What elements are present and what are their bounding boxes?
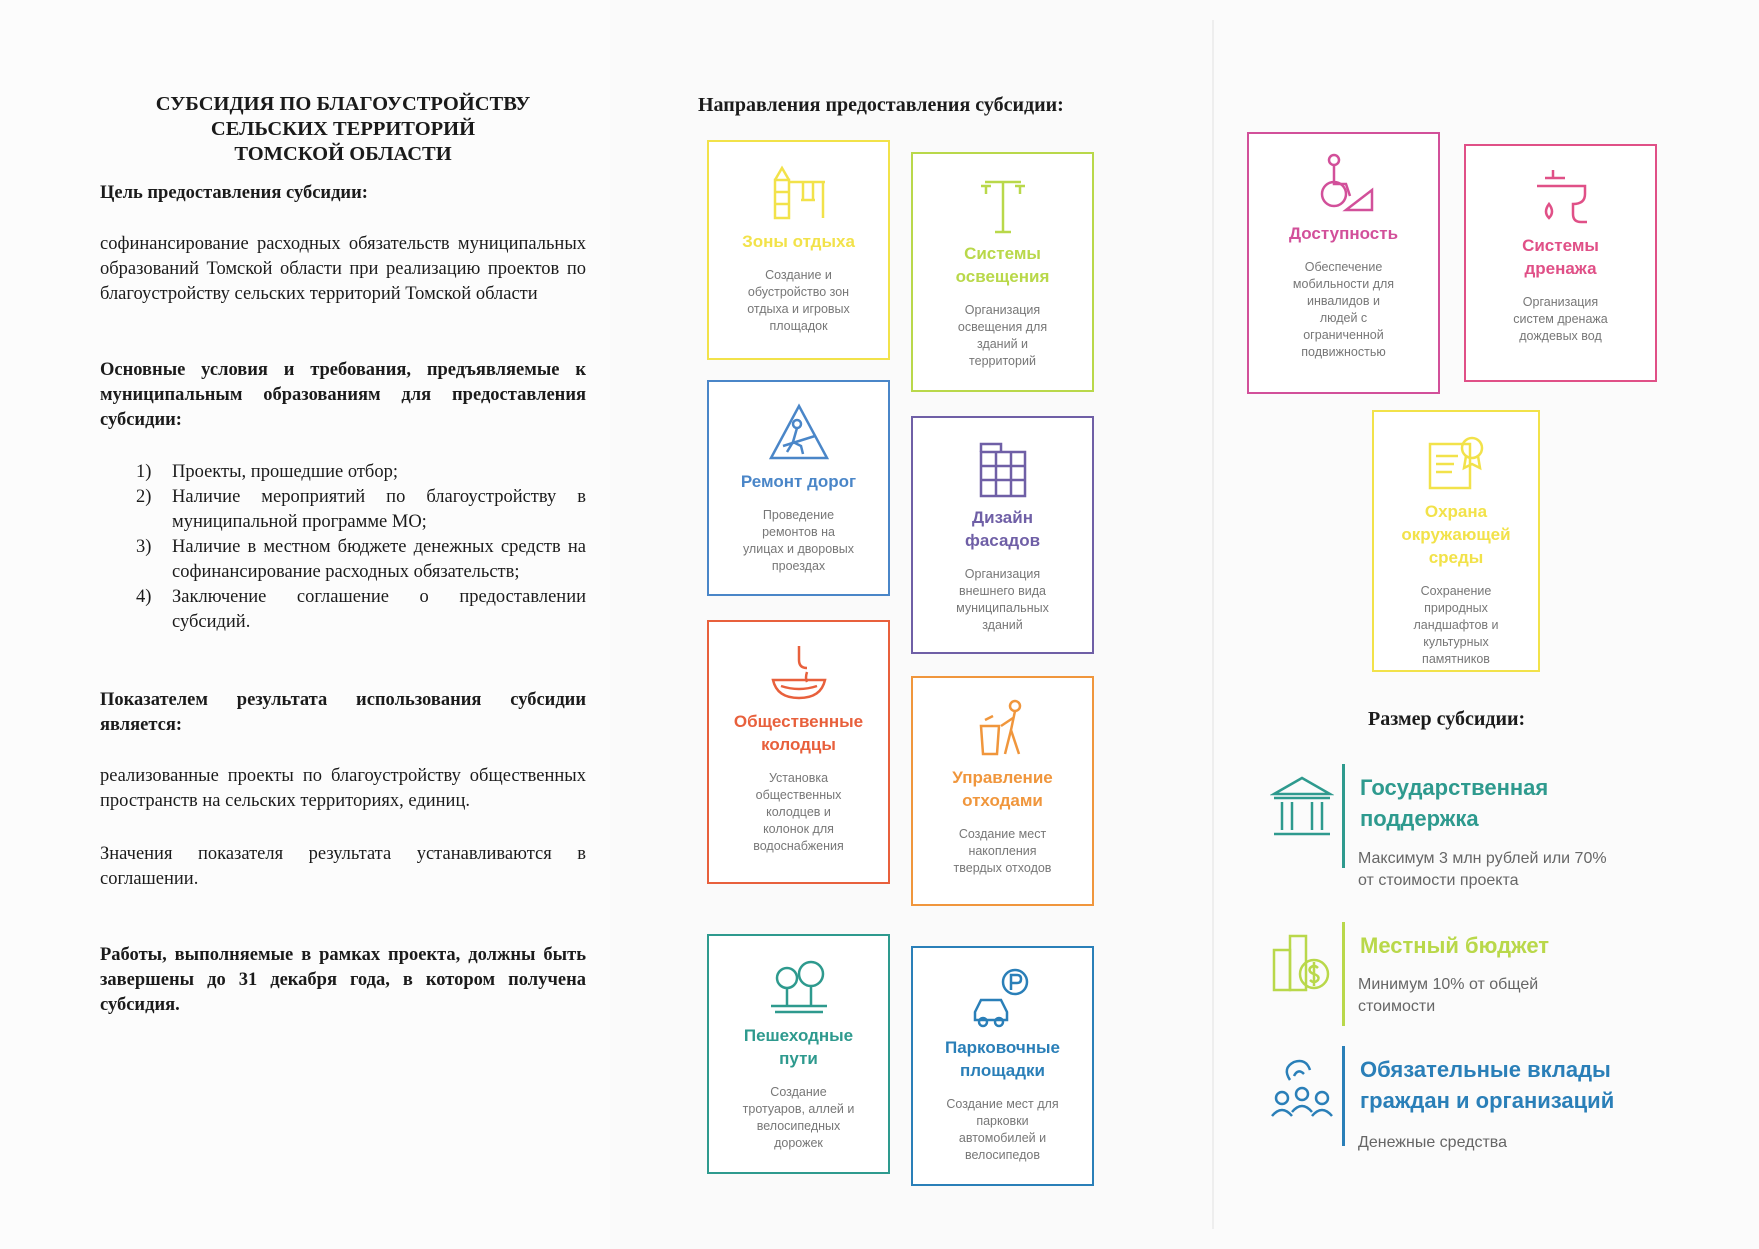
card-title: Охрана окружающей среды xyxy=(1401,502,1511,567)
card-drainage-systems xyxy=(1464,144,1657,382)
card-lighting-systems xyxy=(911,152,1094,392)
streetlight-icon xyxy=(971,172,1035,236)
community-icon xyxy=(1270,1054,1334,1126)
card-pedestrian-paths xyxy=(707,934,890,1174)
card-description: Создание тротуаров, аллей и велосипедных дорожек xyxy=(742,1085,855,1150)
list-number: 2) xyxy=(136,487,152,507)
left-panel xyxy=(0,0,610,1249)
list-number: 4) xyxy=(136,587,152,607)
city-budget-icon xyxy=(1270,930,1334,1002)
card-accessibility xyxy=(1247,132,1440,394)
card-description: Сохранение природных ландшафтов и культурных памятников xyxy=(1413,584,1499,666)
card-facade-design xyxy=(911,416,1094,654)
conditions-heading: Основные условия и требования, предъявляемые к муниципальным образованиям для предоставления субсидии: xyxy=(100,360,586,430)
well-tap-icon xyxy=(767,640,831,704)
waste-icon xyxy=(971,696,1035,760)
conditions-list xyxy=(100,460,586,635)
size-divider xyxy=(1342,1046,1345,1146)
list-text: Проекты, прошедшие отбор; xyxy=(172,462,398,482)
building-icon xyxy=(971,436,1035,500)
card-title: Ремонт дорог xyxy=(740,472,857,491)
card-description: Установка общественных колодцев и колонок для водоснабжения xyxy=(753,771,844,853)
wheelchair-ramp-icon xyxy=(1312,152,1376,216)
brochure-title: СУБСИДИЯ ПО БЛАГОУСТРОЙСТВУ СЕЛЬСКИХ ТЕРРИТОРИЙ ТОМСКОЙ ОБЛАСТИ xyxy=(155,93,531,165)
card-description: Создание мест для парковки автомобилей и велосипедов xyxy=(946,1097,1059,1162)
subsidy-size-title: Размер субсидии: xyxy=(1368,708,1526,730)
size-description: Денежные средства xyxy=(1358,1134,1507,1151)
road-work-icon xyxy=(767,400,831,464)
list-text: Заключение соглашение о предоставлении субсидий. xyxy=(172,587,586,632)
goal-text: софинансирование расходных обязательств муниципальных образований Томской области при реализацию проектов по благоустройству сельских территорий Томской области xyxy=(100,234,586,304)
card-title: Управление отходами xyxy=(952,768,1053,810)
size-divider xyxy=(1342,922,1345,1026)
list-text: Наличие в местном бюджете денежных средств на софинансирование расходных обязательств; xyxy=(172,537,586,582)
card-title: Системы освещения xyxy=(955,244,1050,286)
deadline-text: Работы, выполняемые в рамках проекта, должны быть завершены до 31 декабря года, в котором получена субсидия. xyxy=(100,945,586,1015)
card-description: Обеспечение мобильности для инвалидов и людей с ограниченной подвижностью xyxy=(1292,260,1395,359)
card-description: Создание мест накопления твердых отходов xyxy=(953,827,1052,875)
indicator-heading: Показателем результата использования субсидии является: xyxy=(100,690,586,735)
card-waste-management xyxy=(911,676,1094,906)
card-recreation-zones xyxy=(707,140,890,360)
card-description: Создание и обустройство зон отдыха и игровых площадок xyxy=(747,268,850,333)
card-title: Парковочные площадки xyxy=(944,1038,1061,1080)
size-state-support xyxy=(1260,772,1660,889)
government-building-icon xyxy=(1270,772,1334,844)
size-description: Максимум 3 млн рублей или 70% от стоимости проекта xyxy=(1358,850,1607,889)
indicator-note: Значения показателя результата устанавливаются в соглашении. xyxy=(100,844,586,889)
fold-line xyxy=(1212,20,1214,1229)
playground-icon xyxy=(767,160,831,224)
trees-icon xyxy=(767,954,831,1018)
directions-title: Направления предоставления субсидии: xyxy=(698,94,1064,116)
card-environmental-protection xyxy=(1372,410,1540,672)
card-title: Дизайн фасадов xyxy=(964,508,1041,550)
goal-heading: Цель предоставления субсидии: xyxy=(100,183,368,203)
list-item xyxy=(100,485,586,535)
list-number: 3) xyxy=(136,537,152,557)
drain-icon xyxy=(1529,164,1593,228)
middle-panel xyxy=(610,0,1210,1249)
card-public-wells xyxy=(707,620,890,884)
card-road-repair xyxy=(707,380,890,596)
card-parking-areas xyxy=(911,946,1094,1186)
card-title: Пешеходные пути xyxy=(743,1026,854,1068)
size-description: Минимум 10% от общей стоимости xyxy=(1358,976,1539,1015)
card-description: Организация систем дренажа дождевых вод xyxy=(1513,295,1608,343)
list-item xyxy=(100,585,586,635)
list-item xyxy=(100,535,586,585)
size-mandatory-contributions xyxy=(1260,1054,1660,1164)
size-local-budget xyxy=(1260,930,1660,1040)
size-heading: Государственная поддержка xyxy=(1360,775,1549,831)
size-heading: Местный бюджет xyxy=(1360,933,1550,958)
indicator-text: реализованные проекты по благоустройству общественных пространств на сельских территориях, единиц. xyxy=(100,766,586,811)
parking-icon xyxy=(971,966,1035,1030)
size-heading: Обязательные вклады граждан и организаций xyxy=(1360,1057,1615,1113)
certificate-icon xyxy=(1424,430,1488,494)
card-title: Доступность xyxy=(1288,224,1399,243)
card-title: Системы дренажа xyxy=(1522,236,1599,278)
card-title: Зоны отдыха xyxy=(742,232,855,251)
card-description: Организация внешнего вида муниципальных зданий xyxy=(956,567,1049,632)
card-title: Общественные колодцы xyxy=(733,712,864,754)
list-number: 1) xyxy=(136,462,152,482)
card-description: Организация освещения для зданий и территорий xyxy=(957,303,1048,368)
card-description: Проведение ремонтов на улицах и дворовых проездах xyxy=(742,508,855,573)
list-text: Наличие мероприятий по благоустройству в муниципальной программе МО; xyxy=(172,487,586,532)
size-divider xyxy=(1342,764,1345,868)
list-item xyxy=(100,460,586,485)
